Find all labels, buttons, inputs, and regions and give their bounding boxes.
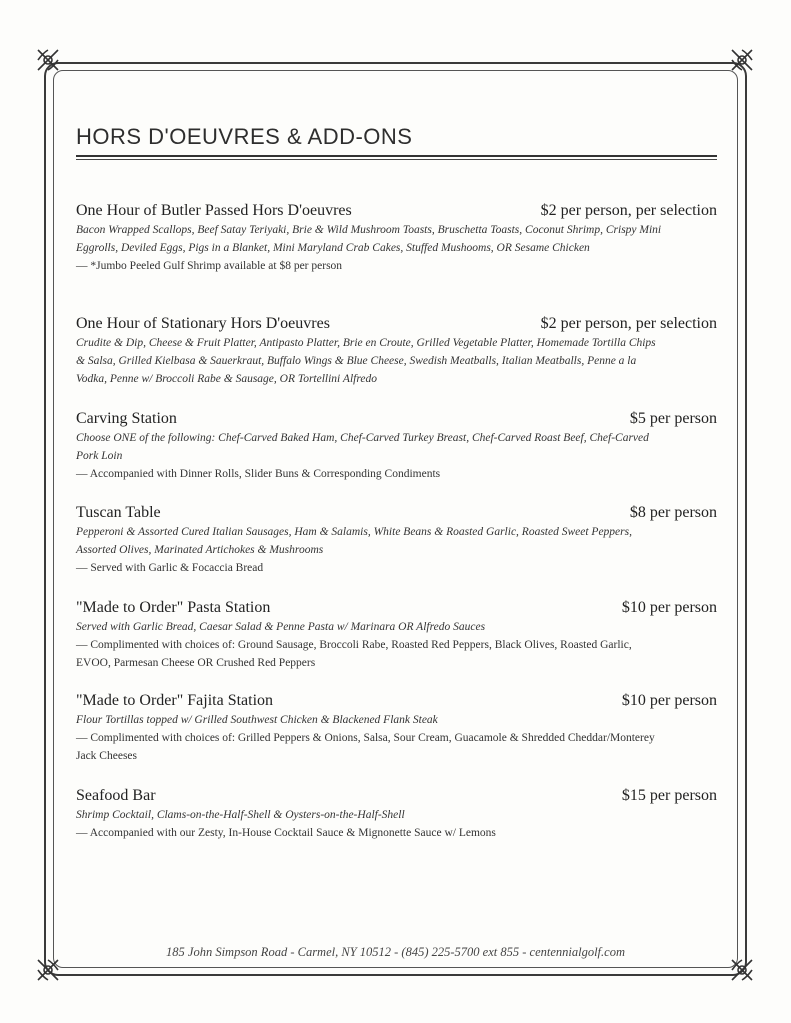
item-note: — Served with Garlic & Focaccia Bread bbox=[76, 562, 264, 574]
item-note: — Complimented with choices of: Grilled Peppers & Onions, Salsa, Sour Cream, Guacamole & Shredded Cheddar/Monterey Jack Cheeses bbox=[76, 732, 655, 762]
item-price: $10 per person bbox=[621, 599, 717, 616]
item-description: Flour Tortillas topped w/ Grilled Southwest Chicken & Blackened Flank Steak bbox=[76, 714, 438, 726]
item-note: — Accompanied with Dinner Rolls, Slider Buns & Corresponding Condiments bbox=[76, 468, 441, 480]
item-description: Choose ONE of the following: Chef-Carved Baked Ham, Chef-Carved Turkey Breast, Chef-Carved Roast Beef, Chef-Carved Pork Loin bbox=[76, 432, 649, 462]
item-name: "Made to Order" Fajita Station bbox=[76, 692, 274, 709]
corner-ornament-icon bbox=[727, 45, 757, 75]
item-name: One Hour of Butler Passed Hors D'oeuvres bbox=[76, 202, 352, 219]
item-price: $8 per person bbox=[629, 504, 717, 521]
item-description: Crudite & Dip, Cheese & Fruit Platter, Antipasto Platter, Brie en Croute, Grilled Vegetable Platter, Homemade Tortilla Chips & Salsa, Grilled Kielbasa & Sauerkraut, Buffalo Wings & Blue Cheese, Swedish Meatballs, Italian Meatballs, Penne a la Vodka, Penne w/ Broccoli Rabe & Sausage, OR Tortellini Alfredo bbox=[76, 337, 656, 385]
menu-item bbox=[76, 410, 717, 483]
item-description: Bacon Wrapped Scallops, Beef Satay Teriyaki, Brie & Wild Mushroom Toasts, Bruschetta Toasts, Coconut Shrimp, Crispy Mini Eggrolls, Deviled Eggs, Pigs in a Blanket, Mini Maryland Crab Cakes, Stuffed Mushooms, OR Sesame Chicken bbox=[76, 224, 662, 254]
menu-item bbox=[76, 315, 717, 388]
title-rule bbox=[76, 155, 717, 157]
item-description: Shrimp Cocktail, Clams-on-the-Half-Shell & Oysters-on-the-Half-Shell bbox=[76, 809, 405, 821]
menu-item bbox=[76, 202, 717, 275]
item-note: — *Jumbo Peeled Gulf Shrimp available at $8 per person bbox=[76, 260, 343, 272]
item-description: Served with Garlic Bread, Caesar Salad & Penne Pasta w/ Marinara OR Alfredo Sauces bbox=[76, 621, 486, 633]
page-title: HORS D'OEUVRES & ADD-ONS bbox=[76, 124, 413, 149]
item-name: Carving Station bbox=[76, 410, 177, 427]
item-price: $2 per person, per selection bbox=[540, 202, 717, 219]
item-price: $15 per person bbox=[621, 787, 717, 804]
item-name: One Hour of Stationary Hors D'oeuvres bbox=[76, 315, 330, 332]
item-price: $10 per person bbox=[621, 692, 717, 709]
item-name: Tuscan Table bbox=[76, 504, 161, 521]
menu-item bbox=[76, 504, 717, 577]
corner-ornament-icon bbox=[33, 45, 63, 75]
item-price: $5 per person bbox=[629, 410, 717, 427]
item-description: Pepperoni & Assorted Cured Italian Sausages, Ham & Salamis, White Beans & Roasted Garlic, Roasted Sweet Peppers, Assorted Olives, Marinated Artichokes & Mushrooms bbox=[76, 526, 632, 556]
item-name: Seafood Bar bbox=[76, 787, 156, 804]
item-note: — Accompanied with our Zesty, In-House Cocktail Sauce & Mignonette Sauce w/ Lemons bbox=[76, 827, 496, 839]
menu-item bbox=[76, 787, 717, 842]
menu-item bbox=[76, 599, 717, 672]
menu-item bbox=[76, 692, 717, 765]
item-name: "Made to Order" Pasta Station bbox=[76, 599, 271, 616]
item-note: — Complimented with choices of: Ground Sausage, Broccoli Rabe, Roasted Red Peppers, Black Olives, Roasted Garlic, EVOO, Parmesan Cheese OR Crushed Red Peppers bbox=[76, 639, 632, 669]
item-price: $2 per person, per selection bbox=[540, 315, 717, 332]
title-rule bbox=[76, 159, 717, 160]
footer-address: 185 John Simpson Road - Carmel, NY 10512 - (845) 225-5700 ext 855 - centennialgolf.com bbox=[166, 945, 625, 959]
